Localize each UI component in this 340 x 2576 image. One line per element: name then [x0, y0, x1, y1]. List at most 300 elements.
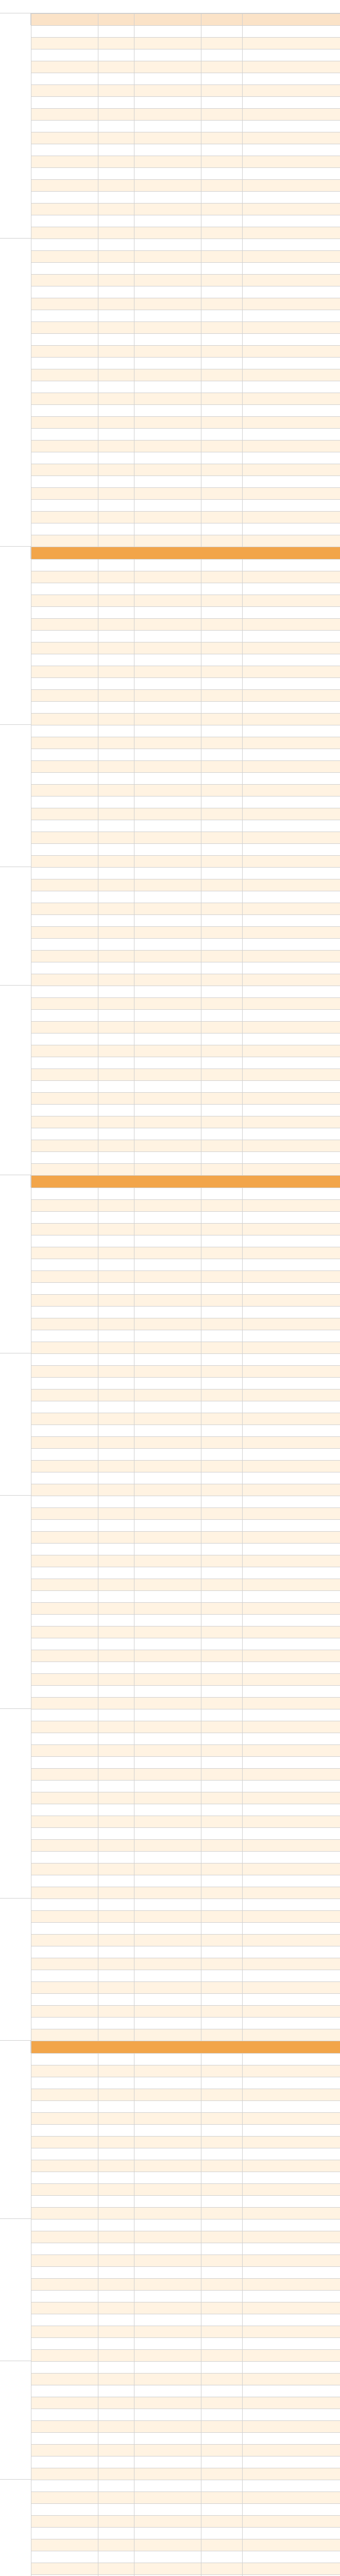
cell-developer [134, 204, 201, 215]
cell-area [98, 1283, 134, 1295]
cell-remark [243, 452, 340, 464]
cell-name [31, 607, 98, 619]
table-row [31, 2006, 340, 2018]
cell-developer [134, 500, 201, 512]
table-row [31, 1093, 340, 1105]
cell-remark [243, 180, 340, 192]
cell-remark [243, 121, 340, 132]
cell-area [98, 1638, 134, 1650]
cell-area [98, 156, 134, 168]
cell-name [31, 192, 98, 204]
cell-name [31, 1840, 98, 1852]
cell-name [31, 1615, 98, 1626]
cell-remark [243, 2314, 340, 2326]
table-row [31, 702, 340, 714]
cell-area [98, 1271, 134, 1283]
cell-developer [134, 1792, 201, 1804]
cell-date [201, 1603, 243, 1615]
cell-remark [243, 2350, 340, 2362]
cell-remark [243, 2137, 340, 2148]
cell-area [98, 1911, 134, 1923]
cell-remark [243, 2006, 340, 2018]
table-row [31, 998, 340, 1010]
cell-date [201, 156, 243, 168]
cell-name [31, 2113, 98, 2125]
cell-remark [243, 737, 340, 749]
cell-remark [243, 2362, 340, 2374]
cell-date [201, 2539, 243, 2551]
cell-developer [134, 642, 201, 654]
cell-developer [134, 512, 201, 523]
table-row [31, 1520, 340, 1532]
cell-name [31, 1579, 98, 1591]
cell-area [98, 844, 134, 856]
cell-developer [134, 2492, 201, 2504]
cell-area [98, 440, 134, 452]
cell-date [201, 915, 243, 927]
cell-remark [243, 1781, 340, 1792]
cell-date [201, 666, 243, 678]
cell-developer [134, 1721, 201, 1733]
cell-name [31, 1437, 98, 1449]
cell-developer [134, 1579, 201, 1591]
cell-developer [134, 1152, 201, 1164]
cell-area [98, 2504, 134, 2516]
cell-date [201, 121, 243, 132]
table-row [31, 725, 340, 737]
cell-name [31, 1923, 98, 1935]
cell-name [31, 2018, 98, 2029]
cell-remark [243, 523, 340, 535]
cell-area [98, 464, 134, 476]
cell-date [201, 1804, 243, 1816]
column-header-date [201, 14, 243, 26]
cell-remark [243, 310, 340, 322]
cell-area [98, 346, 134, 358]
cell-remark [243, 1342, 340, 1354]
cell-area [98, 998, 134, 1010]
cell-area [98, 1781, 134, 1792]
cell-date [201, 180, 243, 192]
cell-developer [134, 1271, 201, 1283]
cell-date [201, 263, 243, 275]
cell-name [31, 583, 98, 595]
cell-remark [243, 1816, 340, 1828]
cell-date [201, 2231, 243, 2243]
cell-area [98, 1378, 134, 1389]
cell-developer [134, 156, 201, 168]
cell-remark [243, 678, 340, 690]
cell-area [98, 1970, 134, 1982]
cell-remark [243, 2480, 340, 2492]
cell-area [98, 358, 134, 369]
column-header-name [31, 14, 98, 26]
cell-area [98, 286, 134, 298]
table-row [31, 1224, 340, 1235]
cell-name [31, 2125, 98, 2137]
cell-developer [134, 334, 201, 346]
cell-developer [134, 1887, 201, 1899]
table-row [31, 1935, 340, 1946]
cell-developer [134, 1140, 201, 1152]
cell-remark [243, 2338, 340, 2350]
cell-remark [243, 2184, 340, 2196]
cell-developer [134, 2350, 201, 2362]
cell-date [201, 204, 243, 215]
cell-date [201, 2528, 243, 2539]
cell-developer [134, 1389, 201, 1401]
cell-date [201, 2172, 243, 2184]
cell-area [98, 1425, 134, 1437]
cell-remark [243, 2231, 340, 2243]
cell-date [201, 2409, 243, 2421]
cell-date [201, 2219, 243, 2231]
cell-remark [243, 1733, 340, 1745]
cell-name [31, 879, 98, 891]
cell-name [31, 109, 98, 121]
cell-name [31, 1200, 98, 1212]
cell-developer [134, 298, 201, 310]
cell-date [201, 974, 243, 986]
cell-date [201, 571, 243, 583]
cell-developer [134, 2184, 201, 2196]
city-label [0, 867, 31, 986]
cell-name [31, 2291, 98, 2302]
table-row [31, 2018, 340, 2029]
cell-remark [243, 1472, 340, 1484]
cell-remark [243, 2255, 340, 2267]
cell-name [31, 1863, 98, 1875]
cell-date [201, 417, 243, 429]
cell-date [201, 1212, 243, 1224]
cell-remark [243, 2492, 340, 2504]
cell-date [201, 1271, 243, 1283]
cell-developer [134, 2089, 201, 2101]
cell-name [31, 785, 98, 796]
cell-name [31, 310, 98, 322]
cell-name [31, 1721, 98, 1733]
cell-area [98, 204, 134, 215]
cell-area [98, 2314, 134, 2326]
cell-name [31, 2302, 98, 2314]
cell-developer [134, 2267, 201, 2279]
cell-date [201, 2255, 243, 2267]
table-row [31, 1200, 340, 1212]
cell-name [31, 2219, 98, 2231]
cell-remark [243, 879, 340, 891]
cell-name [31, 121, 98, 132]
cell-area [98, 927, 134, 939]
cell-area [98, 1958, 134, 1970]
table-row [31, 476, 340, 488]
cell-area [98, 488, 134, 500]
table-row [31, 962, 340, 974]
cell-date [201, 903, 243, 915]
cell-area [98, 1010, 134, 1022]
table-row [31, 310, 340, 322]
cell-area [98, 2255, 134, 2267]
cell-date [201, 927, 243, 939]
table-row [31, 1769, 340, 1781]
cell-date [201, 2445, 243, 2456]
table-row [31, 2445, 340, 2456]
cell-remark [243, 286, 340, 298]
cell-developer [134, 405, 201, 417]
table-row [31, 2362, 340, 2374]
cell-area [98, 38, 134, 49]
cell-area [98, 1769, 134, 1781]
table-row [31, 381, 340, 393]
cell-date [201, 322, 243, 334]
table-row [31, 2077, 340, 2089]
cell-name [31, 61, 98, 73]
table-row [31, 1318, 340, 1330]
cell-name [31, 2029, 98, 2041]
cell-area [98, 2385, 134, 2397]
cell-name [31, 1235, 98, 1247]
cell-name [31, 275, 98, 286]
table-row [31, 2291, 340, 2302]
cell-date [201, 654, 243, 666]
cell-name [31, 1875, 98, 1887]
cell-developer [134, 1069, 201, 1081]
cell-area [98, 1045, 134, 1057]
cell-developer [134, 2326, 201, 2338]
cell-remark [243, 1638, 340, 1650]
table-row [31, 796, 340, 808]
cell-date [201, 2137, 243, 2148]
cell-developer [134, 1496, 201, 1508]
cell-area [98, 785, 134, 796]
table-row [31, 1152, 340, 1164]
cell-area [98, 1887, 134, 1899]
table-row [31, 227, 340, 239]
cell-name [31, 595, 98, 607]
cell-area [98, 1828, 134, 1840]
cell-area [98, 227, 134, 239]
cell-remark [243, 1307, 340, 1318]
cell-date [201, 1342, 243, 1354]
cell-remark [243, 1484, 340, 1496]
cell-area [98, 429, 134, 440]
cell-name [31, 1188, 98, 1200]
cell-date [201, 1875, 243, 1887]
cell-area [98, 1484, 134, 1496]
cell-date [201, 1318, 243, 1330]
cell-date [201, 476, 243, 488]
cell-remark [243, 1579, 340, 1591]
cell-developer [134, 215, 201, 227]
table-row [31, 500, 340, 512]
cell-developer [134, 571, 201, 583]
cell-name [31, 2231, 98, 2243]
cell-developer [134, 1875, 201, 1887]
cell-name [31, 1982, 98, 1994]
table-row [31, 1603, 340, 1615]
cell-developer [134, 1045, 201, 1057]
cell-name [31, 1591, 98, 1603]
table-row [31, 631, 340, 642]
table-row [31, 654, 340, 666]
city-label [0, 2480, 31, 2576]
cell-remark [243, 2528, 340, 2539]
table-row [31, 666, 340, 678]
cell-date [201, 1615, 243, 1626]
cell-date [201, 1283, 243, 1295]
cell-name [31, 2374, 98, 2385]
cell-remark [243, 1958, 340, 1970]
cell-developer [134, 2137, 201, 2148]
cell-date [201, 1164, 243, 1176]
cell-area [98, 2468, 134, 2480]
cell-date [201, 1259, 243, 1271]
cell-date [201, 2433, 243, 2445]
cell-remark [243, 796, 340, 808]
cell-name [31, 488, 98, 500]
cell-area [98, 1033, 134, 1045]
cell-area [98, 1686, 134, 1698]
cell-name [31, 1698, 98, 1709]
table-row [31, 2125, 340, 2137]
table-row [31, 1366, 340, 1378]
cell-remark [243, 560, 340, 571]
cell-remark [243, 808, 340, 820]
table-header-row [31, 14, 340, 26]
cell-developer [134, 2255, 201, 2267]
table-row [31, 1852, 340, 1863]
cell-developer [134, 1828, 201, 1840]
cell-date [201, 820, 243, 832]
cell-name [31, 2480, 98, 2492]
cell-remark [243, 275, 340, 286]
cell-developer [134, 2219, 201, 2231]
cell-remark [243, 714, 340, 725]
cell-developer [134, 915, 201, 927]
cell-developer [134, 690, 201, 702]
cell-area [98, 1591, 134, 1603]
cell-date [201, 1638, 243, 1650]
column-header-remark [243, 14, 340, 26]
cell-name [31, 2409, 98, 2421]
cell-developer [134, 1626, 201, 1638]
cell-developer [134, 1674, 201, 1686]
table-row [31, 903, 340, 915]
cell-name [31, 2528, 98, 2539]
table-row [31, 607, 340, 619]
cell-remark [243, 1615, 340, 1626]
cell-developer [134, 49, 201, 61]
cell-remark [243, 725, 340, 737]
cell-name [31, 1366, 98, 1378]
cell-name [31, 654, 98, 666]
cell-name [31, 2516, 98, 2528]
cell-developer [134, 1757, 201, 1769]
cell-remark [243, 856, 340, 868]
cell-date [201, 642, 243, 654]
cell-area [98, 832, 134, 844]
cell-remark [243, 1069, 340, 1081]
table-row [31, 2054, 340, 2065]
cell-area [98, 974, 134, 986]
city-label [0, 1188, 31, 1353]
table-row [31, 619, 340, 631]
cell-remark [243, 2279, 340, 2291]
table-row [31, 1840, 340, 1852]
table-row [31, 1212, 340, 1224]
cell-remark [243, 903, 340, 915]
cell-remark [243, 2267, 340, 2279]
cell-date [201, 535, 243, 547]
cell-area [98, 2551, 134, 2563]
cell-name [31, 49, 98, 61]
cell-name [31, 1105, 98, 1116]
cell-name [31, 560, 98, 571]
cell-name [31, 1022, 98, 1033]
cell-area [98, 61, 134, 73]
cell-developer [134, 1057, 201, 1069]
cell-date [201, 868, 243, 879]
cell-remark [243, 1982, 340, 1994]
cell-remark [243, 1769, 340, 1781]
cell-area [98, 1792, 134, 1804]
cell-developer [134, 1081, 201, 1093]
cell-name [31, 322, 98, 334]
cell-area [98, 1852, 134, 1863]
cell-name [31, 358, 98, 369]
cell-developer [134, 927, 201, 939]
table-row [31, 832, 340, 844]
cell-date [201, 1544, 243, 1555]
cell-area [98, 121, 134, 132]
table-row [31, 2314, 340, 2326]
cell-area [98, 322, 134, 334]
cell-date [201, 998, 243, 1010]
cell-date [201, 1437, 243, 1449]
cell-developer [134, 868, 201, 879]
cell-name [31, 832, 98, 844]
cell-remark [243, 1152, 340, 1164]
cell-name [31, 1045, 98, 1057]
table-row [31, 1615, 340, 1626]
cell-date [201, 381, 243, 393]
cell-developer [134, 1863, 201, 1875]
cell-area [98, 1212, 134, 1224]
cell-area [98, 393, 134, 405]
cell-area [98, 986, 134, 998]
cell-developer [134, 1224, 201, 1235]
table-row [31, 1496, 340, 1508]
cell-date [201, 1579, 243, 1591]
cell-area [98, 132, 134, 144]
cell-name [31, 1792, 98, 1804]
cell-name [31, 2433, 98, 2445]
cell-date [201, 1389, 243, 1401]
cell-date [201, 2196, 243, 2208]
cell-remark [243, 26, 340, 38]
cell-area [98, 951, 134, 962]
cell-name [31, 369, 98, 381]
cell-developer [134, 440, 201, 452]
cell-name [31, 2338, 98, 2350]
cell-remark [243, 2326, 340, 2338]
cell-date [201, 2018, 243, 2029]
cell-area [98, 2054, 134, 2065]
table-row [31, 535, 340, 547]
table-row [31, 2172, 340, 2184]
table-row [31, 156, 340, 168]
cell-area [98, 2433, 134, 2445]
cell-name [31, 1093, 98, 1105]
